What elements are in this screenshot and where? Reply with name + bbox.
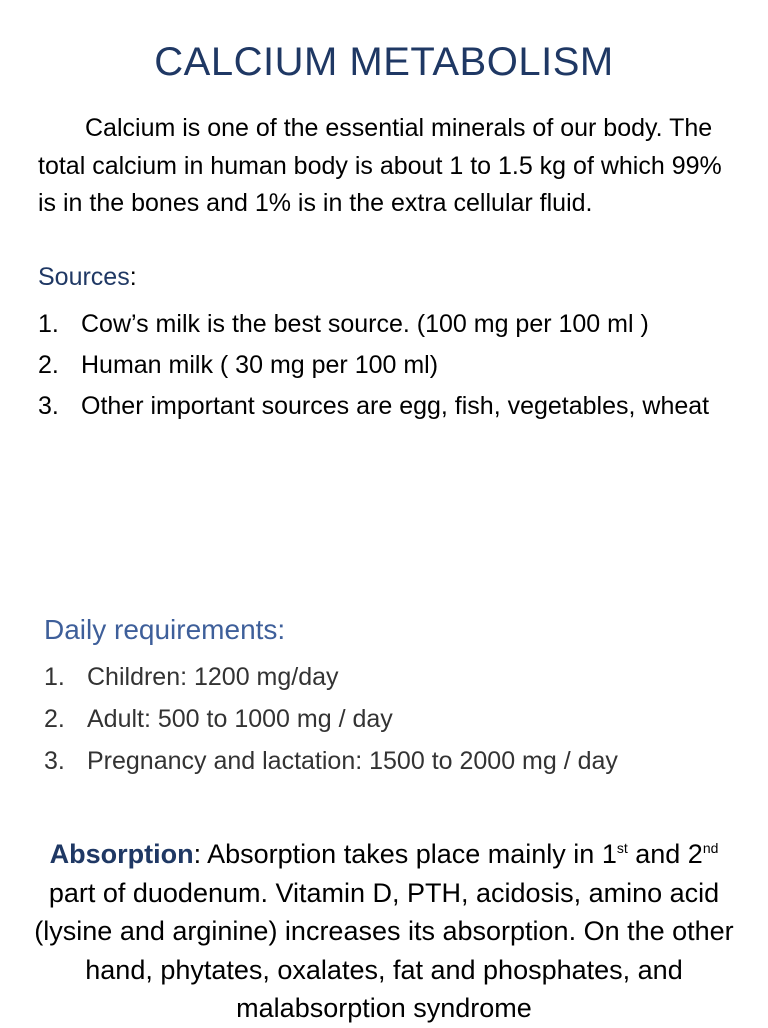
list-item bbox=[38, 347, 718, 383]
absorption-term: Absorption bbox=[49, 839, 194, 869]
list-item-number: 3. bbox=[38, 392, 59, 420]
list-item-text: Adult: 500 to 1000 mg / day bbox=[87, 705, 393, 733]
daily-requirements-list bbox=[44, 659, 734, 785]
absorption-paragraph bbox=[30, 835, 738, 1028]
list-item-text: Cow’s milk is the best source. (100 mg per 100 ml ) bbox=[81, 310, 649, 338]
list-item-text: Children: 1200 mg/day bbox=[87, 663, 339, 691]
list-item-number: 3. bbox=[44, 747, 65, 775]
daily-requirements-heading: Daily requirements: bbox=[44, 614, 286, 645]
list-item bbox=[38, 306, 718, 342]
intro-first-line: Calcium is one of the essential minerals of our body. bbox=[85, 114, 663, 142]
page-title: CALCIUM METABOLISM bbox=[154, 40, 614, 84]
sources-list bbox=[38, 306, 718, 429]
sources-heading-colon: : bbox=[129, 263, 137, 291]
absorption-colon: : bbox=[193, 839, 202, 869]
intro-rest: The total calcium in human body is about 1 to 1.5 kg of which 99% is in the bones and 1% is in the extra cellular fluid. bbox=[38, 114, 722, 217]
sources-heading-label: Sources bbox=[38, 263, 130, 291]
intro-paragraph bbox=[38, 110, 738, 223]
superscript-st: st bbox=[616, 840, 628, 856]
list-item-text: Human milk ( 30 mg per 100 ml) bbox=[81, 351, 439, 379]
list-item bbox=[44, 659, 734, 695]
list-item-text: Other important sources are egg, fish, vegetables, wheat bbox=[81, 392, 710, 420]
list-item-number: 1. bbox=[44, 663, 65, 691]
list-item-number: 2. bbox=[38, 351, 59, 379]
list-item-number: 1. bbox=[38, 310, 59, 338]
superscript-nd: nd bbox=[702, 840, 719, 856]
list-item bbox=[38, 388, 718, 424]
absorption-text-part1: Absorption takes place mainly in 1 bbox=[201, 839, 617, 869]
list-item bbox=[44, 743, 734, 779]
absorption-text-part3: part of duodenum. Vitamin D, PTH, acidosis, amino acid (lysine and arginine) increases its absorption. On the other hand, phytates, oxalates, fat and phosphates, and malabsorption syndrome bbox=[34, 877, 734, 1024]
list-item-number: 2. bbox=[44, 705, 65, 733]
absorption-text-part2: and 2 bbox=[627, 839, 703, 869]
sources-heading bbox=[38, 263, 137, 292]
list-item-text: Pregnancy and lactation: 1500 to 2000 mg / day bbox=[87, 747, 618, 775]
list-item bbox=[44, 701, 734, 737]
